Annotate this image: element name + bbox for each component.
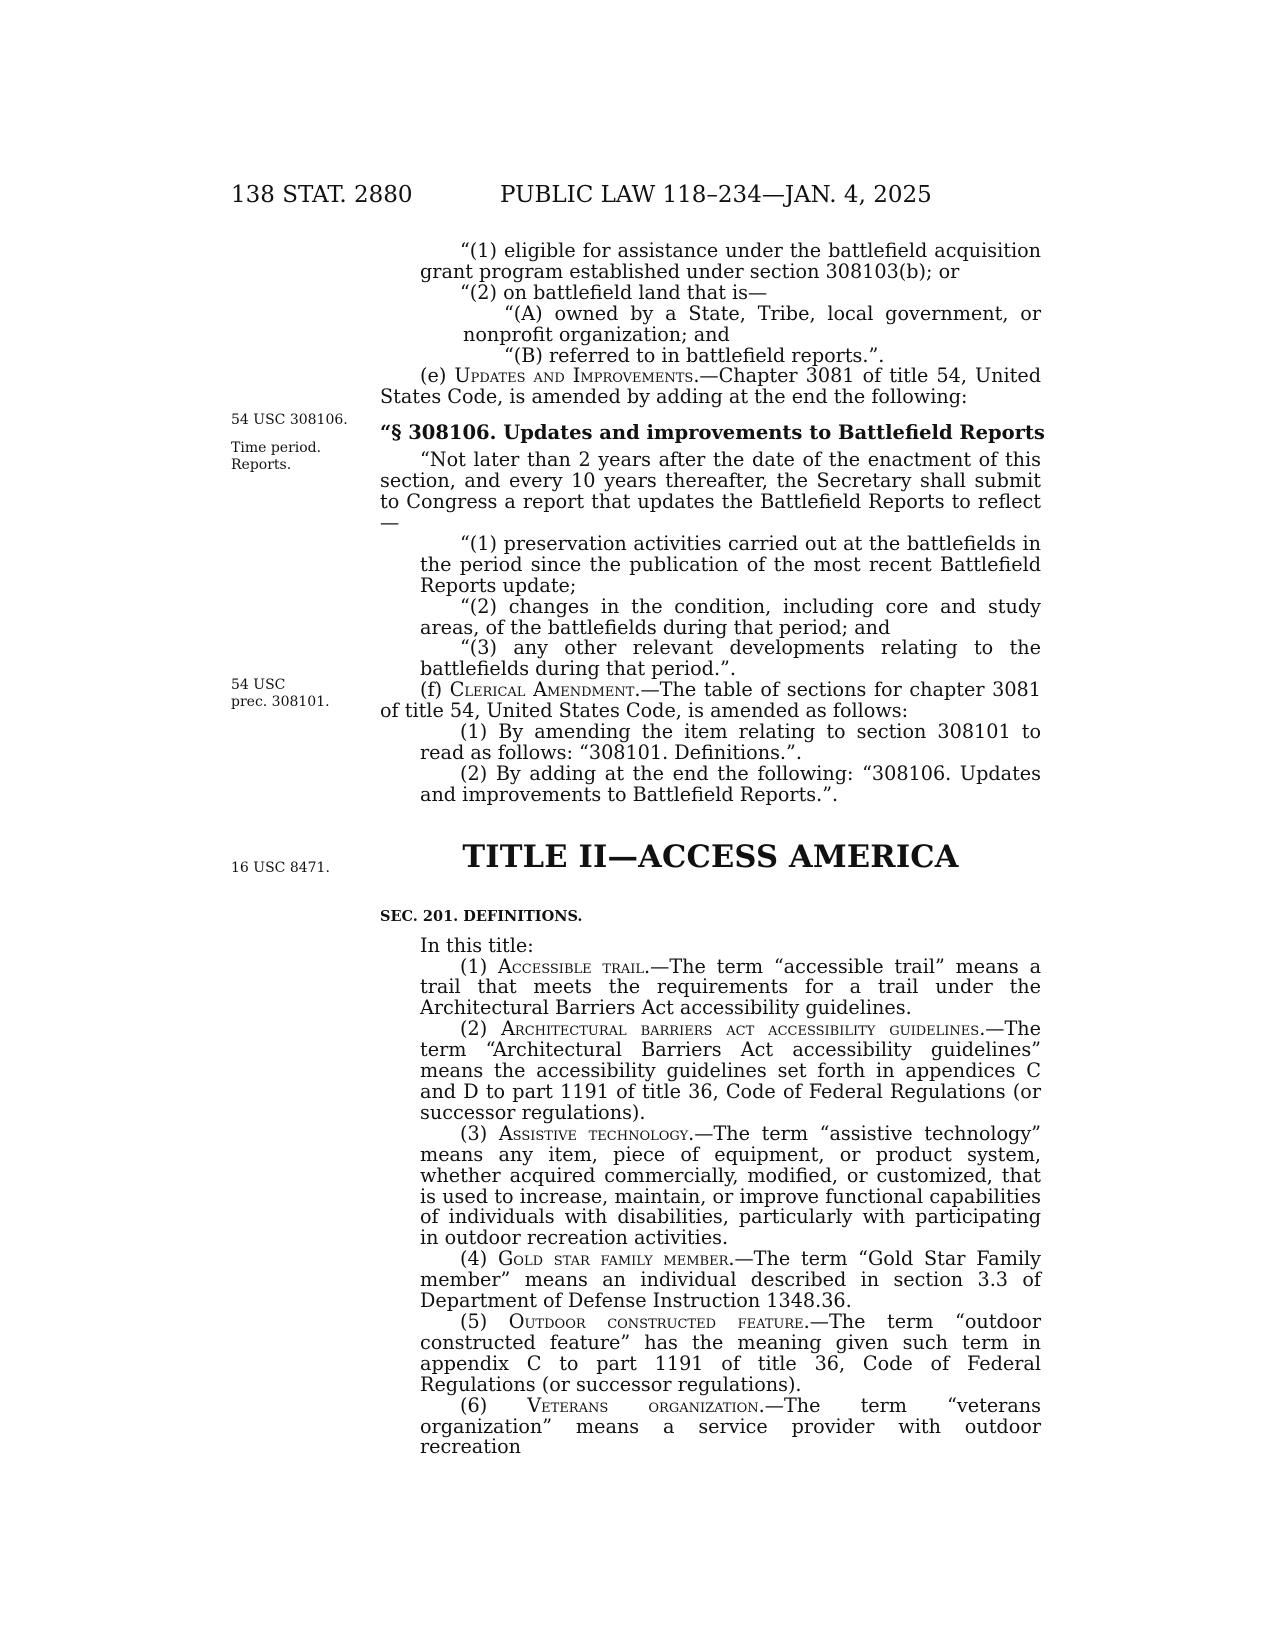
definition-3: (3) Assistive technology.—The term “assistive technology” means any item, piece of equipment, or product system, whether acquired commercially, modified, or customized, that is used to increase, maintain, or improve functional capabilities of individuals with disabilities, particularly with participating in outdoor recreation activities. bbox=[420, 1121, 1041, 1250]
in-this-title: In this title: bbox=[420, 933, 534, 957]
subparagraph-a: “(A) owned by a State, Tribe, local government, or nonprofit organization; and bbox=[463, 301, 1041, 346]
report-item-1: “(1) preservation activities carried out at the battlefields in the period since the publication of the most recent Battlefield Reports update; bbox=[420, 531, 1041, 597]
clerical-item-1: (1) By amending the item relating to section 308101 to read as follows: “308101. Definitions.”. bbox=[420, 720, 1041, 764]
margin-note-usc-308106: 54 USC 308106. bbox=[231, 412, 348, 428]
definition-2: (2) Architectural barriers act accessibility guidelines.—The term “Architectural Barriers Act accessibility guidelines” means the accessibility guidelines set forth in appendices C and D to part 1191 of title 36, Code of Federal Regulations (or successor regulations). bbox=[420, 1017, 1042, 1124]
margin-note-usc-prec-line1: 54 USC bbox=[231, 677, 286, 693]
paragraph-1: “(1) eligible for assistance under the battlefield acquisition grant program established under section 308103(b); or bbox=[420, 239, 1041, 283]
margin-note-usc-prec-line2: prec. 308101. bbox=[231, 694, 330, 710]
margin-note-time-period: Time period. bbox=[231, 440, 322, 456]
margin-note-usc-8471: 16 USC 8471. bbox=[231, 860, 330, 876]
subsection-e: (e) Updates and Improvements.—Chapter 3081 of title 54, United States Code, is amended by adding at the end the following: bbox=[380, 364, 1041, 409]
title-ii-heading: TITLE II—ACCESS AMERICA bbox=[462, 838, 959, 875]
report-item-2: “(2) changes in the condition, including core and study areas, of the battlefields during that period; and bbox=[420, 594, 1041, 639]
definition-1: (1) Accessible trail.—The term “accessible trail” means a trail that meets the requirements for a trail under the Architectural Barriers Act accessibility guidelines. bbox=[420, 954, 1042, 1020]
page-stat-citation: 138 STAT. 2880 bbox=[231, 182, 413, 208]
definition-4: (4) Gold star family member.—The term “Gold Star Family member” means an individual described in section 3.3 of Department of Defense Instruction 1348.36. bbox=[420, 1247, 1042, 1313]
section-308106-heading: “§ 308106. Updates and improvements to Battlefield Reports bbox=[380, 421, 1045, 445]
definition-6: (6) Veterans organization.—The term “veterans organization” means a service provider with outdoor recreation bbox=[420, 1393, 1041, 1459]
clerical-item-2: (2) By adding at the end the following: “308106. Updates and improvements to Battlefield Reports.”. bbox=[420, 761, 1041, 806]
section-308106-intro: “Not later than 2 years after the date of the enactment of this section, and every 10 years thereafter, the Secretary shall submit to Congress a report that updates the Battlefield Reports to reflect— bbox=[380, 448, 1041, 534]
public-law-header: PUBLIC LAW 118–234—JAN. 4, 2025 bbox=[500, 182, 932, 208]
sec-201-heading: SEC. 201. DEFINITIONS. bbox=[380, 907, 583, 925]
paragraph-2: “(2) on battlefield land that is— bbox=[460, 280, 768, 304]
report-item-3: “(3) any other relevant developments relating to the battlefields during that period.”. bbox=[420, 636, 1041, 681]
definition-5: (5) Outdoor constructed feature.—The term “outdoor constructed feature” has the meaning given such term in appendix C to part 1191 of title 36, Code of Federal Regulations (or successor regulations). bbox=[420, 1309, 1041, 1396]
subparagraph-b: “(B) referred to in battlefield reports.”. bbox=[504, 343, 885, 367]
main-text-column bbox=[380, 239, 1045, 1459]
margin-note-reports: Reports. bbox=[231, 457, 292, 473]
subsection-f: (f) Clerical Amendment.—The table of sections for chapter 3081 of title 54, United States Code, is amended as follows: bbox=[380, 678, 1041, 723]
